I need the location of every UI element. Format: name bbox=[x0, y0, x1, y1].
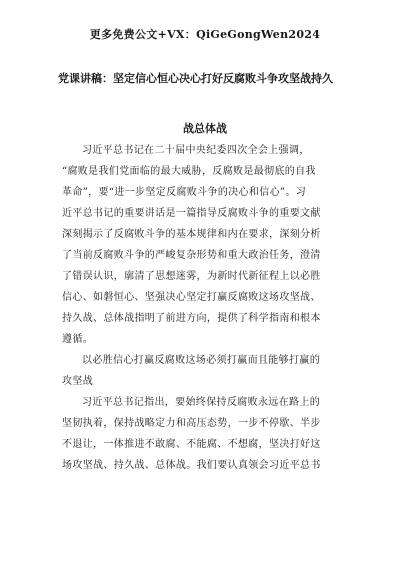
body-text-line: 坚韧执着，保持战略定力和高压态势，一步不停歇、半步 bbox=[62, 418, 321, 429]
body-text-line: 攻坚战 bbox=[62, 376, 94, 387]
document-body bbox=[62, 140, 362, 476]
body-text-line: 习近平总书记在二十届中央纪委四次全会上强调， bbox=[82, 145, 310, 156]
body-text-line: 革命”，要“进一步坚定反腐败斗争的决心和信心”。习 bbox=[62, 187, 307, 198]
document-title-line-2: 战总体战 bbox=[183, 122, 227, 135]
body-text-line: 遵循。 bbox=[62, 334, 94, 345]
body-text-line: 不退让，一体推进不敢腐、不能腐、不想腐，坚决打好这 bbox=[62, 439, 321, 450]
body-text-line: 信心、如磐恒心、坚强决心坚定打赢反腐败这场攻坚战、 bbox=[62, 292, 321, 303]
body-text-line: 了错误认识，廓清了思想迷雾，为新时代新征程上以必胜 bbox=[62, 271, 321, 282]
body-text-line: 场攻坚战、持久战、总体战。我们要认真领会习近平总书 bbox=[62, 460, 321, 471]
page-header: 更多免费公文+VX：QiGeGongWen2024 bbox=[89, 28, 321, 41]
body-text-line: 持久战、总体战指明了前进方向，提供了科学指南和根本 bbox=[62, 313, 321, 324]
body-text-line: 深刻揭示了反腐败斗争的基本规律和内在要求，深刻分析 bbox=[62, 229, 321, 240]
body-text-line: 了当前反腐败斗争的严峻复杂形势和重大政治任务，澄清 bbox=[62, 250, 321, 261]
body-text-line: 习近平总书记指出，要始终保持反腐败永远在路上的 bbox=[82, 397, 321, 408]
body-text-line: 近平总书记的重要讲话是一篇指导反腐败斗争的重要文献 bbox=[62, 208, 321, 219]
body-text-line: “腐败是我们党面临的最大威胁，反腐败是最彻底的自我 bbox=[62, 166, 316, 177]
document-title-line-1: 党课讲稿：坚定信心恒心决心打好反腐败斗争攻坚战持久 bbox=[58, 72, 333, 85]
body-text-line: 以必胜信心打赢反腐败这场必须打赢而且能够打赢的 bbox=[82, 355, 321, 366]
